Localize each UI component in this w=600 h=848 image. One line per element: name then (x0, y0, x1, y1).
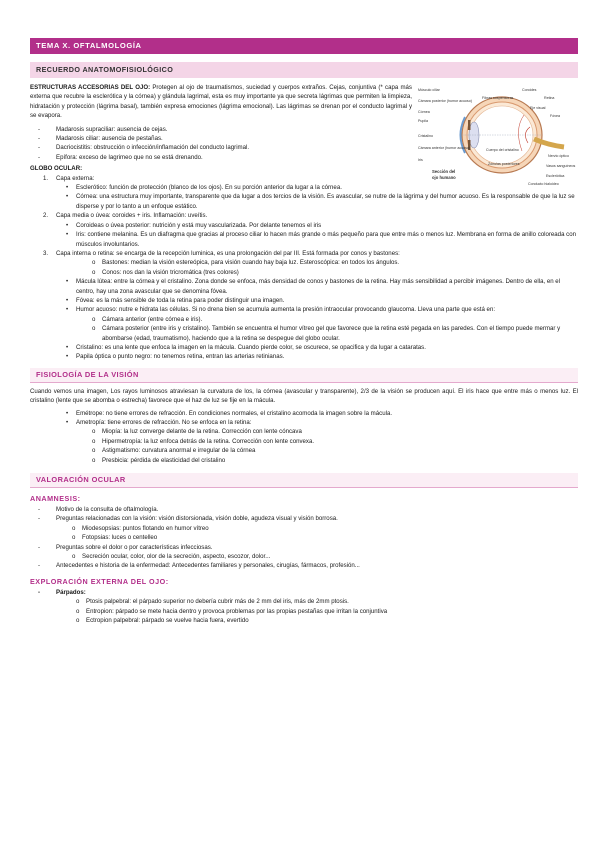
layer-title: 3. Capa interna o retina: se encarga de la recepción luminica, es una prolongación del par III. Está formada por conos y bastones: (43, 249, 400, 257)
list-item: • Fóvea: es la más sensible de toda la retina para poder distinguir una imagen. (66, 296, 285, 304)
accessory-list (30, 125, 578, 163)
list-item: o Cámara anterior (entre córnea e iris). (92, 315, 203, 323)
eye-label-fibras: Fibras suspensoras (482, 96, 514, 100)
eye-label-cristalino: Cristalino (418, 134, 433, 138)
list-item: o Fotopsias: luces o centelleo (72, 534, 158, 542)
exploracion-list (30, 588, 578, 626)
list-item: • Coroideas o úvea posterior: nutrición y está muy vascularizada. Por delante tenemos el iris (66, 221, 322, 229)
anamnesis-list (30, 505, 578, 571)
anamnesis-label: ANAMNESIS: (30, 494, 81, 504)
eye-label-coroides: Coroides (522, 88, 537, 92)
list-item: • Emétrope: no tiene errores de refracción. En condiciones normales, el cristalino acomoda la imagen sobre la mácula. (66, 409, 393, 417)
list-item: • Humor acuoso: nutre e hidrata las células. Si no drena bien se acumula aumenta la presión intraocular provocando glaucoma. Lleva una parte que está en: (66, 306, 496, 314)
eye-label-iris: Iris (418, 158, 423, 162)
exploracion-label: EXPLORACIÓN EXTERNA DEL OJO: (30, 576, 169, 586)
list-item: o Miopía: la luz converge delante de la retina. Corrección con lente cóncava (92, 428, 302, 436)
list-item: • Córnea: una estructura muy importante, transparente que da lugar a dos tercios de la visión. Es avascular, se nutre de la lágrima y del humor acuoso. Es la responsable de que la luz se disperse y por lo tanto a un enfoque estático. (66, 193, 575, 210)
eye-label-cornea: Córnea (418, 110, 430, 114)
list-item: • Cristalino: es una lente que enfoca la imagen en la mácula. Cuando pierde color, se oscurece, se opacifica y da lugar a cataratas. (66, 343, 426, 351)
fisiologia-list (30, 409, 578, 465)
eye-label-fovea: Fóvea (550, 114, 560, 118)
list-item: - Madarosis supraciliar: ausencia de cejas. (38, 125, 168, 133)
list-item: o Bastones: median la visión estereópica, para visión cuando hay baja luz. Esteroscópica: en todos los ángulos. (92, 259, 400, 267)
document-page (30, 38, 578, 626)
eye-label-pupila: Pupila (418, 119, 428, 123)
list-item: o Secreción ocular, color, olor de la secreción, aspecto, escozor, dolor... (72, 553, 271, 561)
eye-label-escleriotica: Escleriótica (546, 174, 565, 178)
list-item: • Papila óptica o punto negro: no tenemos retina, entran las arterias retinianas. (66, 353, 285, 361)
list-item: - Párpados: (38, 588, 86, 596)
intro-label: ESTRUCTURAS ACCESORIAS DEL OJO: (30, 84, 151, 91)
fisiologia-paragraph: Cuando vemos una imagen, Los rayos luminosos atraviesan la curvatura de los, la córnea (avascular y transparente), 2/3 de la visión se producen aquí. El iris hace que entre más o menos luz. El cristalino (lente que se abomba o estrecha) favorece que el haz de luz se fije en la mácula. (30, 387, 578, 405)
list-item: - Preguntas sobre el dolor o por características infecciosas. (38, 543, 213, 551)
eye-label-eje-visual: Eje visual (530, 106, 546, 110)
eye-label-zonulas: Zónulas posteriores (488, 162, 520, 166)
list-item: • Iris: contiene melanina. Es un diafragma que gracias al proceso ciliar lo hacen más grande o más pequeño para que entre más o menos luz. Membrana en forma de anillo coloreada con músculos involuntarios. (66, 231, 576, 248)
eye-label-camara-posterior: Cámara posterior (humor acuoso) (418, 99, 472, 103)
list-item: o Cámara posterior (entre iris y cristalino). También se encuentra el humor vítreo gel que favorece que la retina esté pegada en las paredes. Con el tiempo puede mermar y abombarse (edad, traumatismo), haciendo que a la retina se despegue del globo ocular. (92, 325, 561, 342)
list-item: o Ptosis palpebral: el párpado superior no debería cubrir más de 2 mm del iris, más de 2mm ptosis. (76, 598, 349, 606)
list-item: o Hipermetropía: la luz enfoca detrás de la retina. Corrección con lente convexa. (92, 437, 315, 445)
globo-label: GLOBO OCULAR: (30, 165, 83, 173)
list-item: o Ectropion palpebral: párpado se vuelve hacia fuera, evertido (76, 617, 249, 625)
eye-label-hialoideo: Conducto hialoideo (528, 182, 559, 186)
intro-text: Protegen al ojo de traumatismos, suciedad y cuerpos extraños. Cejas, conjuntiva (* capa más externa que recubre la esclerótica y la córnea) y glándula lagrimal, esta es muy importante ya que secreta lágrimas que permiten la limpieza, hidratación y protección (lágrima basal), también expresa emociones (lágrima emocional). Las lágrimas se drenan por el conducto lagrimal y se evapora. (30, 84, 412, 120)
section-header-fisiologia: FISIOLOGÍA DE LA VISIÓN (30, 368, 578, 383)
list-item: • Ametropía: tiene errores de refracción. No se enfoca en la retina: (66, 419, 252, 426)
section-header-valoracion: VALORACIÓN OCULAR (30, 473, 578, 488)
section-header-recuerdo: RECUERDO ANATOMOFISIOLÓGICO (30, 62, 578, 78)
list-item: - Dacriocistitis: obstrucción o infección/inflamación del conducto lagrimal. (38, 144, 250, 152)
eye-label-camara-anterior: Cámara anterior (humor acuoso) (418, 146, 471, 150)
list-item: - Preguntas relacionadas con la visión: visión distorsionada, visión doble, agudeza visual y visión borrosa. (38, 515, 338, 523)
list-item: - Epífora: exceso de lagrimeo que no se está drenando. (38, 153, 203, 161)
eye-caption-1: Sección del (432, 169, 456, 174)
layer-title: 2. Capa media o úvea: coroides + iris. Inflamación: uveítis. (43, 212, 208, 220)
eye-label-cuerpo-cristalino: Cuerpo del cristalino (486, 148, 519, 152)
eye-caption-2: ojo humano (432, 175, 456, 180)
list-item: o Miodesopsias: puntos flotando en humor vítreo (72, 524, 209, 532)
layer-title: 1. Capa externa: (43, 174, 95, 182)
list-item: • Esclerótico: función de protección (blanco de los ojos). En su porción anterior da lugar a la córnea. (66, 184, 342, 192)
list-item: o Entropion: párpado se mete hacia dentro y provoca problemas por las propias pestañas que irritan la conjuntiva (76, 607, 388, 615)
document-title: TEMA X. OFTALMOLOGÍA (30, 38, 578, 54)
list-item: o Conos: nos dan la visión tricromática (tres colores) (92, 268, 239, 276)
eye-label-retina: Retina (544, 96, 555, 100)
eye-label-nervio-optico: Nervio óptico (548, 154, 569, 158)
list-item: - Madarosis ciliar: ausencia de pestañas. (38, 135, 163, 143)
list-item: - Antecedentes e historia de la enfermedad: Antecedentes familiares y personales, cirugías, fármacos, profesión... (38, 562, 360, 570)
list-item: o Presbicia: pérdida de elasticidad del cristalino (92, 456, 226, 464)
list-item: - Motivo de la consulta de oftalmología. (38, 506, 159, 514)
eye-label-vasos: Vasos sanguíneos (546, 164, 576, 168)
eye-label-musculo-ciliar: Músculo ciliar (418, 88, 440, 92)
intro-paragraph (30, 83, 412, 121)
list-item: • Mácula lútea: entre la córnea y el cristalino. Zona donde se enfoca, más densidad de conos y bastones de la retina. Hay más sensibilidad a percibir imágenes. Dentro de ella, en el centro, hay una zona avascular que se denomina fóvea. (66, 278, 561, 295)
list-item: o Astigmatismo: curvatura anormal e irregular de la córnea (92, 447, 256, 455)
layers-list (30, 174, 578, 362)
